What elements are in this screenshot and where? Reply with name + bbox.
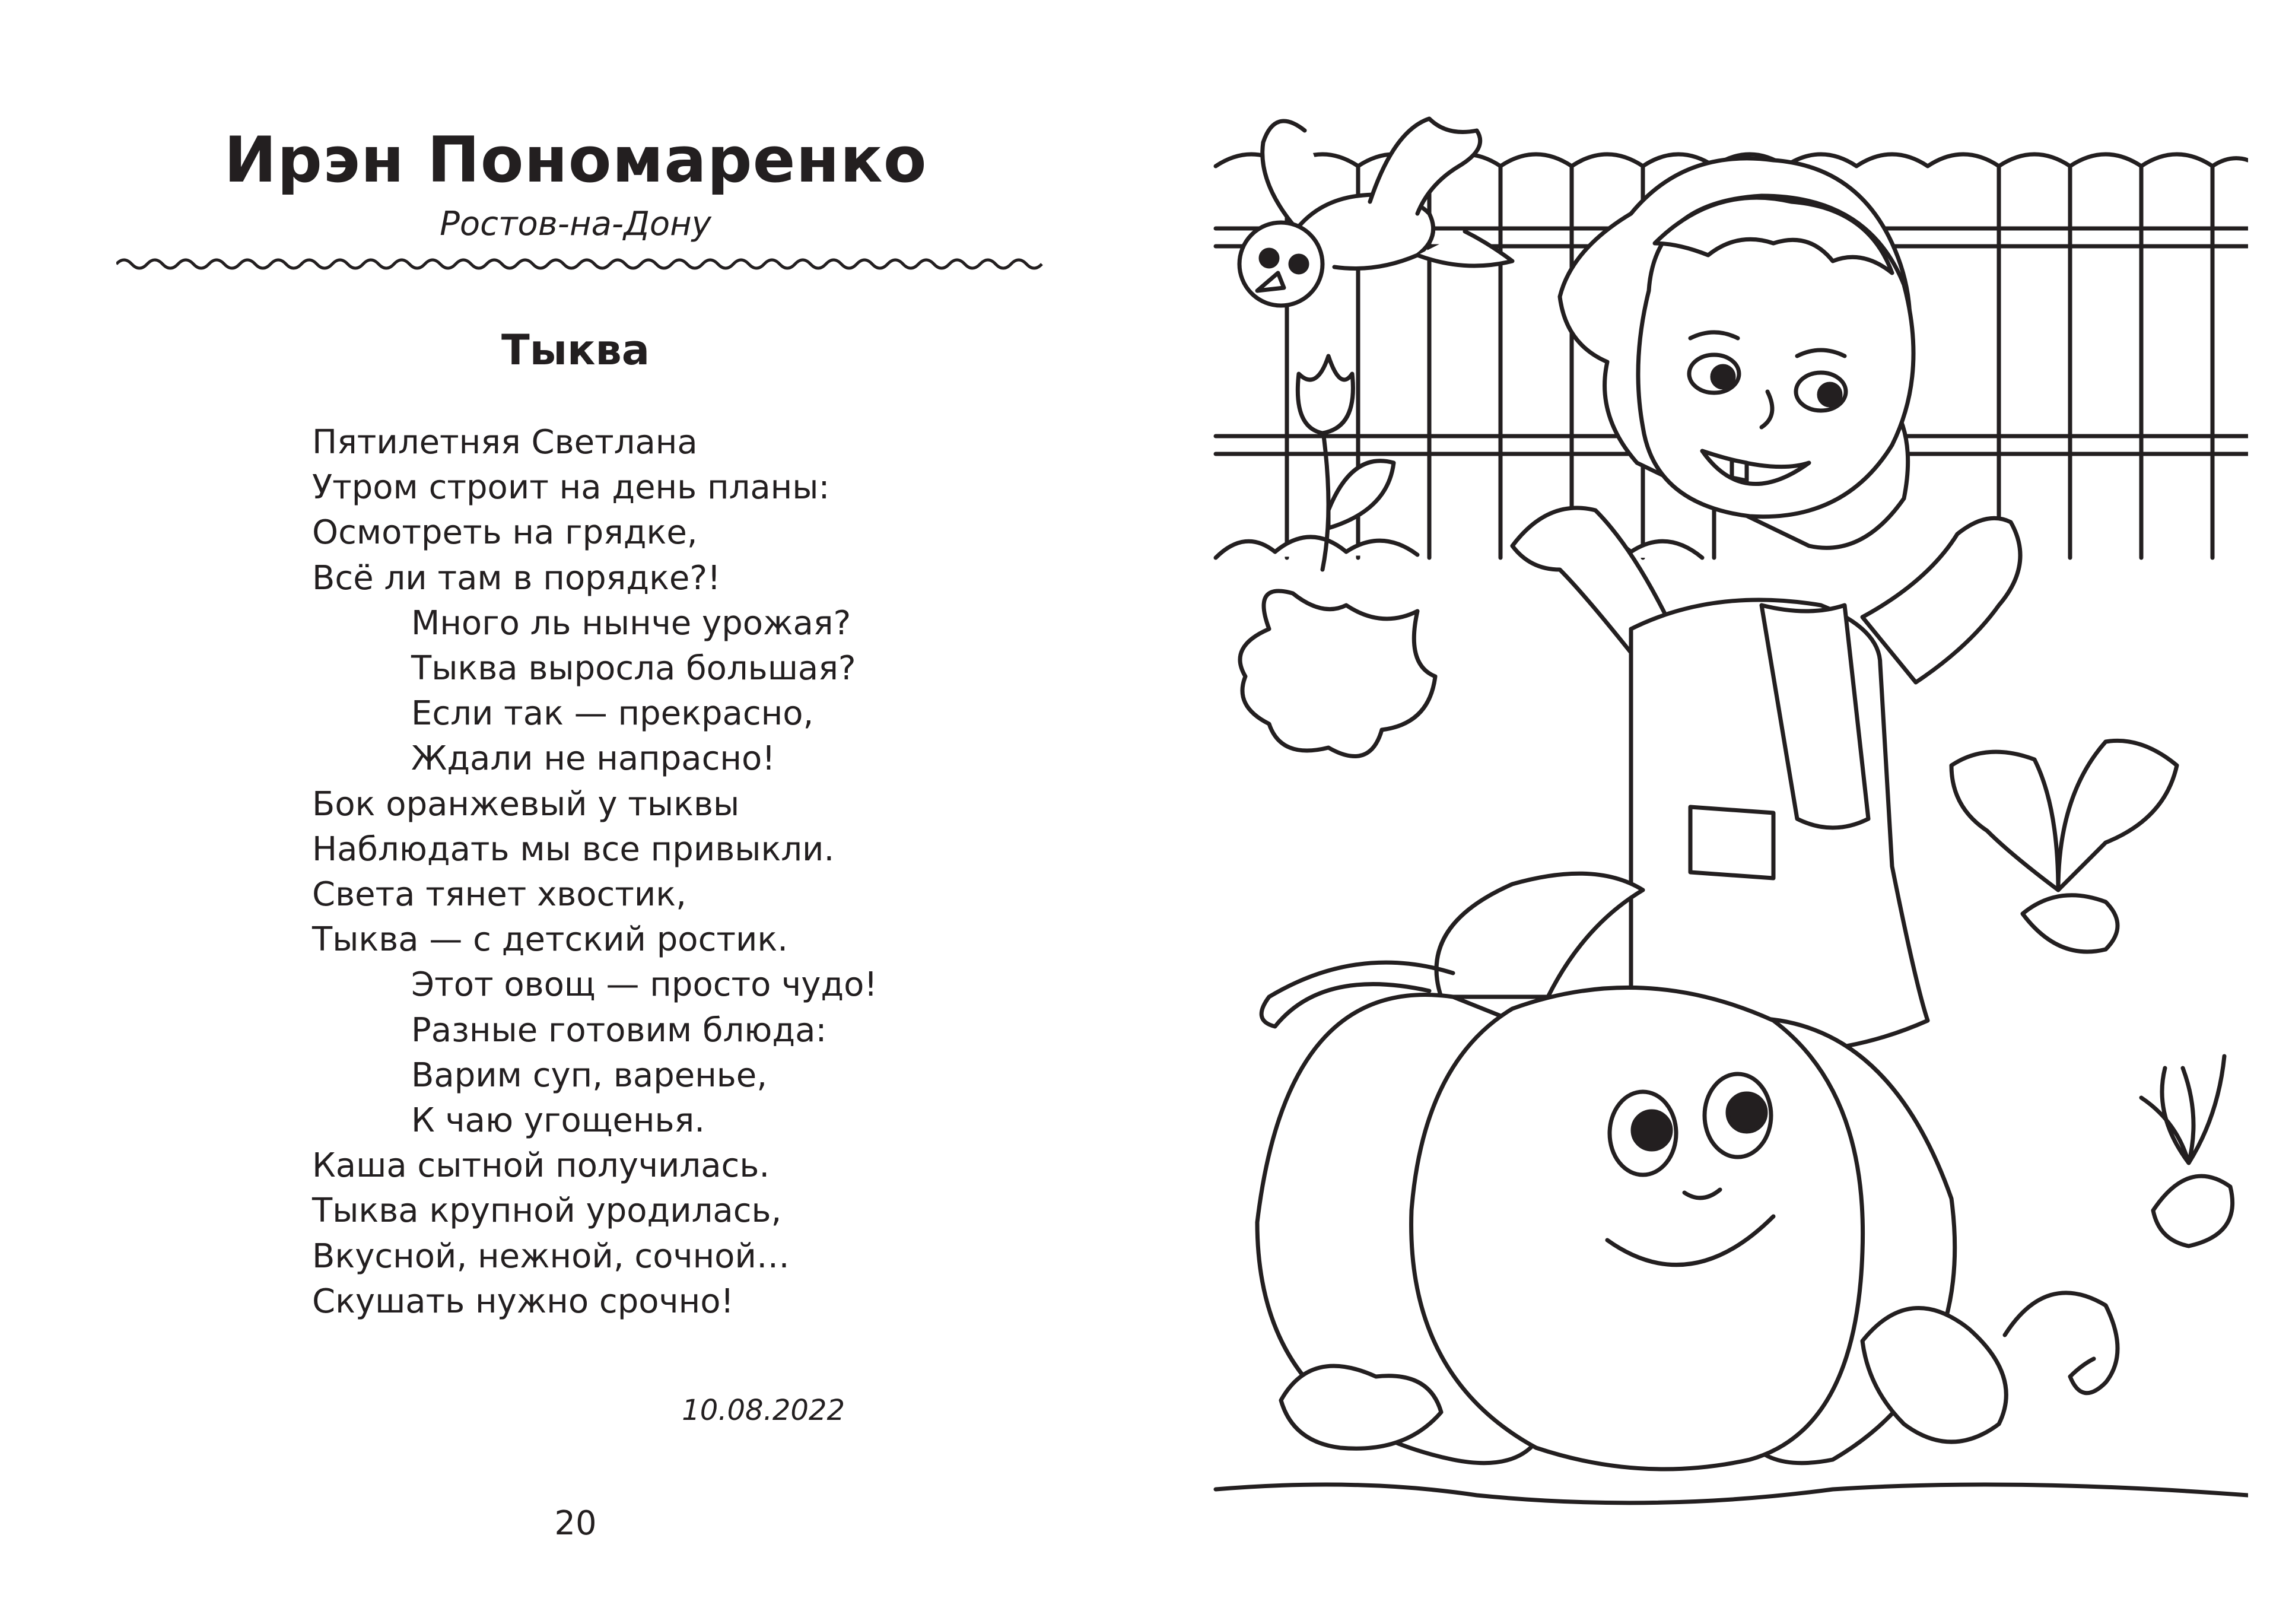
bird-wing-right bbox=[1370, 119, 1480, 214]
coloring-illustration bbox=[1180, 95, 2248, 1549]
poem-line: Света тянет хвостик, bbox=[312, 875, 686, 914]
girl-tooth bbox=[1732, 460, 1747, 481]
carrot-root bbox=[2153, 1176, 2233, 1246]
pumpkin-leaf-large bbox=[1240, 591, 1435, 757]
poem-line: Этот овощ — просто чудо! bbox=[411, 965, 878, 1005]
bird-eye-left bbox=[1261, 250, 1277, 266]
poem-line: Пятилетняя Светлана bbox=[312, 423, 698, 462]
wavy-divider bbox=[116, 252, 1048, 276]
poem-line: Тыква выросла большая? bbox=[411, 649, 856, 688]
poem-line: Всё ли там в порядке?! bbox=[312, 558, 721, 598]
poem-line: Много ль нынче урожая? bbox=[411, 603, 851, 643]
tulip-leaf bbox=[1328, 461, 1394, 528]
tulip-flower bbox=[1298, 356, 1353, 433]
girl-pocket bbox=[1690, 807, 1773, 878]
poem-line: Тыква — с детский ростик. bbox=[312, 920, 788, 959]
poem-line: Вкусной, нежной, сочной… bbox=[312, 1237, 790, 1276]
poem-line: К чаю угощенья. bbox=[411, 1101, 705, 1140]
beet-leaf-right bbox=[2058, 741, 2177, 890]
girl-arm-right bbox=[1862, 518, 2020, 682]
bird-eye-right bbox=[1290, 256, 1307, 272]
poem-line: Тыква крупной уродилась, bbox=[312, 1191, 782, 1231]
garden-ground-lines bbox=[1216, 1485, 2248, 1503]
right-page bbox=[1144, 0, 2289, 1624]
girl-pupil-left bbox=[1712, 366, 1734, 387]
poem-line: Бок оранжевый у тыквы bbox=[312, 784, 740, 824]
poem-date: 10.08.2022 bbox=[682, 1394, 845, 1427]
page-number: 20 bbox=[554, 1504, 597, 1543]
carrot-top bbox=[2141, 1056, 2224, 1163]
bird-head bbox=[1239, 223, 1322, 306]
poem-line: Разные готовим блюда: bbox=[411, 1010, 827, 1050]
poem-line: Утром строит на день планы: bbox=[312, 468, 830, 507]
poem-line: Варим суп, варенье, bbox=[411, 1056, 768, 1095]
poem-body bbox=[312, 420, 905, 1324]
wavy-divider-line bbox=[116, 260, 1042, 268]
author-city: Ростов-на-Дону bbox=[440, 205, 711, 243]
pumpkin-pupil-right bbox=[1728, 1094, 1766, 1132]
pumpkin-body bbox=[1411, 987, 1863, 1469]
poem-line: Каша сытной получилась. bbox=[312, 1146, 770, 1186]
pumpkin-stem bbox=[1436, 873, 1643, 997]
poem-line: Ждали не напрасно! bbox=[411, 739, 775, 778]
poem-line: Наблюдать мы все привыкли. bbox=[312, 830, 835, 869]
beet-root bbox=[2023, 895, 2118, 952]
pumpkin-tendril bbox=[2005, 1293, 2118, 1393]
poem-line: Осмотреть на грядке, bbox=[312, 513, 698, 552]
left-page bbox=[0, 0, 1144, 1624]
poem-line: Если так — прекрасно, bbox=[411, 694, 814, 733]
pumpkin-pupil-left bbox=[1633, 1111, 1671, 1149]
poem-title: Тыква bbox=[501, 326, 650, 374]
bird bbox=[1239, 119, 1512, 306]
beet-leaf-left bbox=[1951, 752, 2058, 890]
author-name: Ирэн Пономаренко bbox=[224, 123, 927, 196]
girl-pupil-right bbox=[1819, 384, 1840, 405]
poem-line: Скушать нужно срочно! bbox=[312, 1282, 734, 1321]
